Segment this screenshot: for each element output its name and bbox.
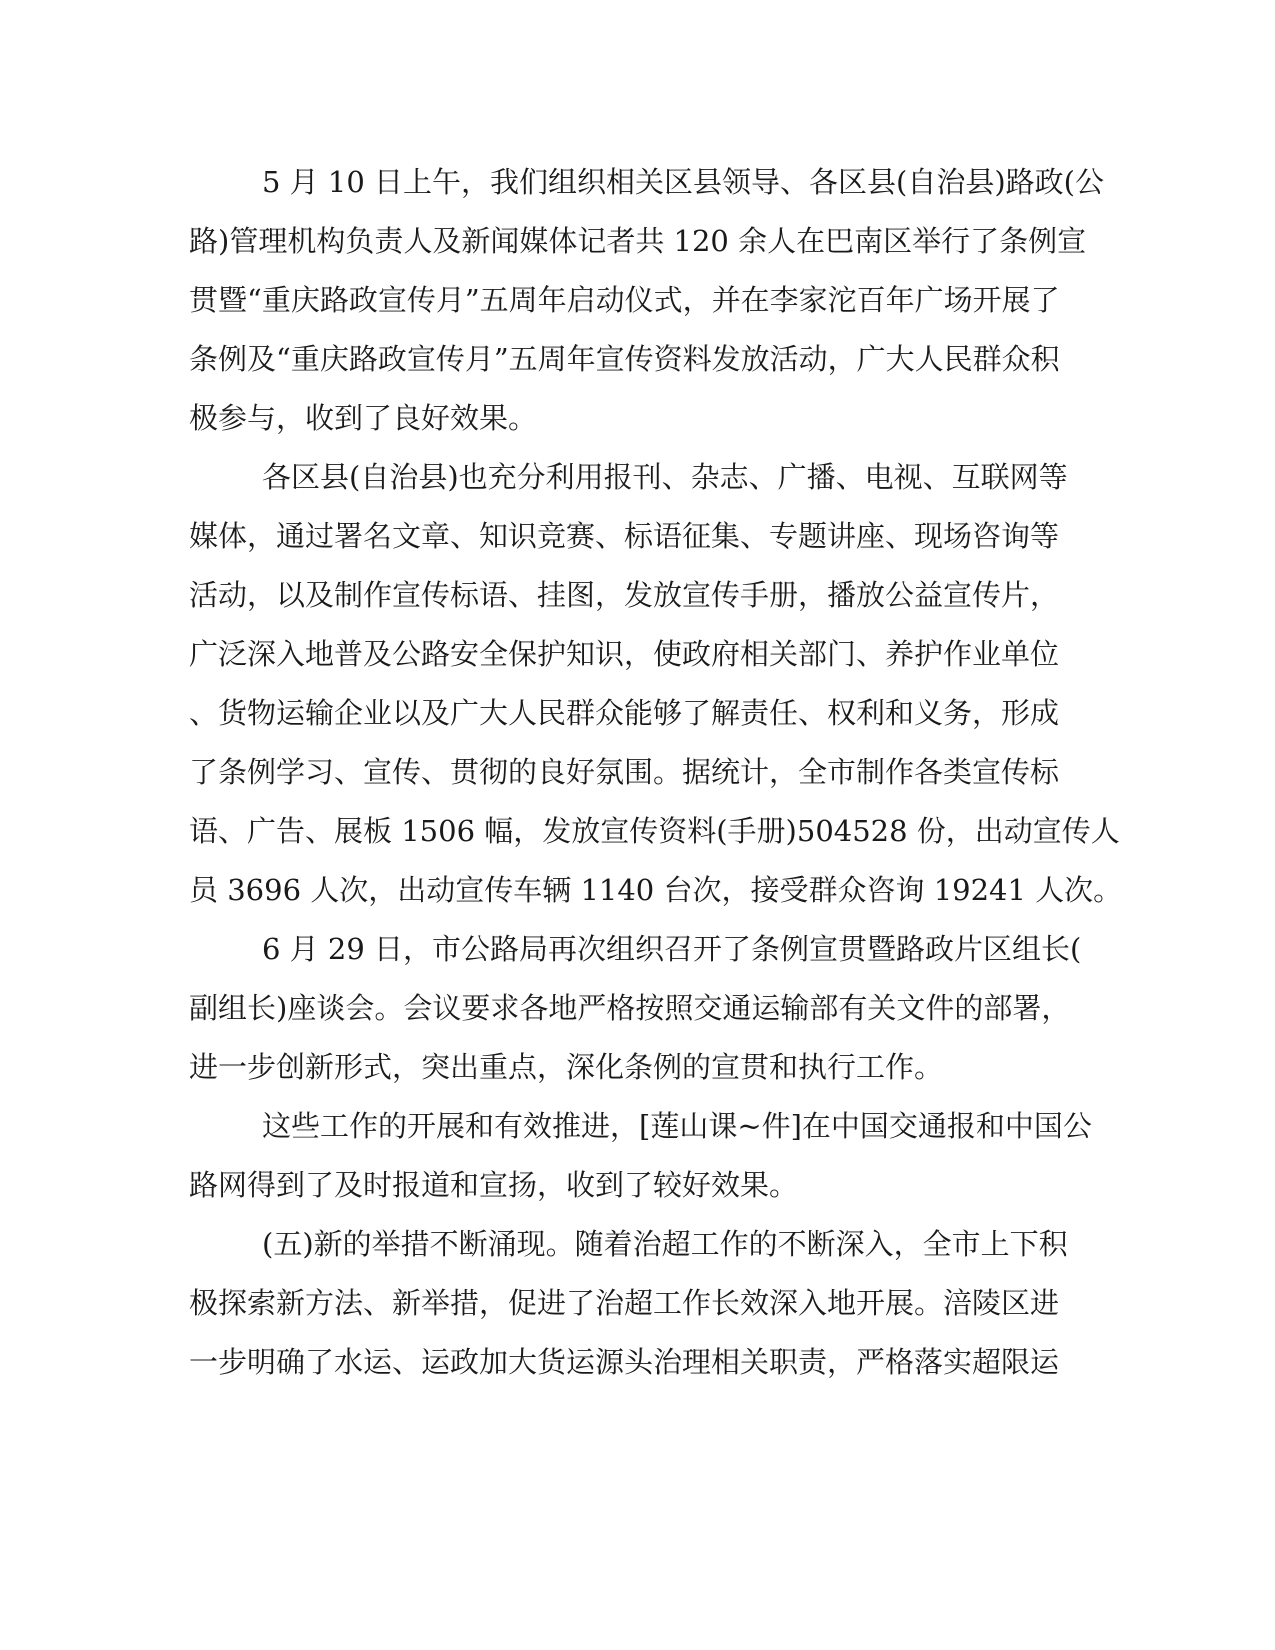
paragraph-5-line-1: (五)新的举措不断涌现。随着治超工作的不断深入，全市上下积 — [262, 1227, 1068, 1261]
paragraph-4-line-2: 路网得到了及时报道和宣扬，收到了较好效果。 — [189, 1168, 799, 1202]
paragraph-2-line-6: 了条例学习、宣传、贯彻的良好氛围。据统计，全市制作各类宣传标 — [189, 755, 1060, 789]
paragraph-1-line-2: 路)管理机构负责人及新闻媒体记者共 120 余人在巴南区举行了条例宣 — [189, 224, 1087, 258]
paragraph-2-line-2: 媒体，通过署名文章、知识竞赛、标语征集、专题讲座、现场咨询等 — [189, 519, 1060, 553]
paragraph-2-line-8: 员 3696 人次，出动宣传车辆 1140 台次，接受群众咨询 19241 人次。 — [189, 873, 1123, 907]
paragraph-1-line-3: 贯暨“重庆路政宣传月”五周年启动仪式，并在李家沱百年广场开展了 — [189, 283, 1060, 317]
paragraph-2-line-7: 语、广告、展板 1506 幅，发放宣传资料(手册)504528 份，出动宣传人 — [189, 814, 1120, 848]
paragraph-1-line-5: 极参与，收到了良好效果。 — [189, 401, 538, 435]
paragraph-2-line-1: 各区县(自治县)也充分利用报刊、杂志、广播、电视、互联网等 — [262, 460, 1068, 494]
paragraph-2-line-4: 广泛深入地普及公路安全保护知识，使政府相关部门、养护作业单位 — [189, 637, 1060, 671]
paragraph-1-line-1: 5 月 10 日上午，我们组织相关区县领导、各区县(自治县)路政(公 — [262, 165, 1104, 199]
paragraph-2-line-5: 、货物运输企业以及广大人民群众能够了解责任、权利和义务，形成 — [189, 696, 1060, 730]
paragraph-1-line-4: 条例及“重庆路政宣传月”五周年宣传资料发放活动，广大人民群众积 — [189, 342, 1060, 376]
paragraph-3-line-2: 副组长)座谈会。会议要求各地严格按照交通运输部有关文件的部署， — [189, 991, 1071, 1025]
paragraph-2-line-3: 活动，以及制作宣传标语、挂图，发放宣传手册，播放公益宣传片， — [189, 578, 1060, 612]
paragraph-5-line-3: 一步明确了水运、运政加大货运源头治理相关职责，严格落实超限运 — [189, 1345, 1060, 1379]
paragraph-4-line-1: 这些工作的开展和有效推进，[莲山课~件]在中国交通报和中国公 — [262, 1109, 1092, 1143]
paragraph-3-line-3: 进一步创新形式，突出重点，深化条例的宣贯和执行工作。 — [189, 1050, 944, 1084]
paragraph-5-line-2: 极探索新方法、新举措，促进了治超工作长效深入地开展。涪陵区进 — [189, 1286, 1060, 1320]
paragraph-3-line-1: 6 月 29 日，市公路局再次组织召开了条例宣贯暨路政片区组长( — [262, 932, 1082, 966]
